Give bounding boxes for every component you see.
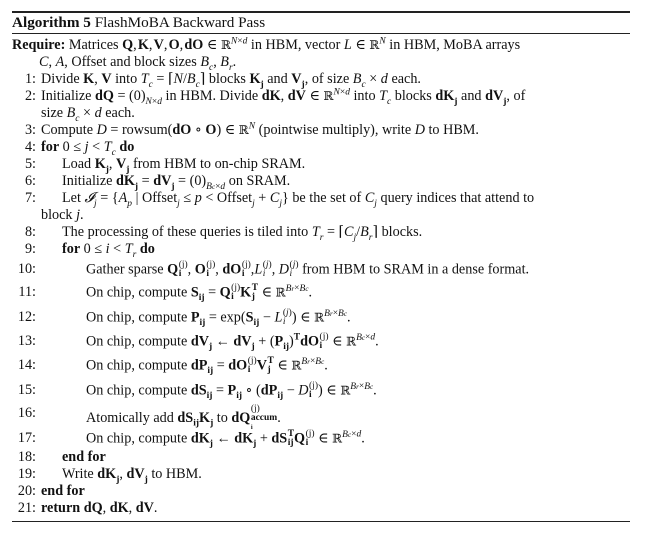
line-number: 7: <box>24 190 36 206</box>
require-line: Require: Matrices Q, K, V, O, dO ∈ ℝ$^{N\times d}$ in HBM, vector L ∈ ℝ$^N$ in HBM, MoBA arrays <box>12 36 521 53</box>
text: into <box>115 71 138 87</box>
text: On chip, compute <box>86 333 188 350</box>
text: on SRAM. <box>228 173 291 189</box>
keyword-end-for: end for <box>62 449 106 465</box>
text: to HBM. <box>151 466 202 482</box>
line-number: 10: <box>17 261 36 277</box>
text: accum <box>250 413 278 423</box>
title-rule <box>12 33 630 34</box>
text: Initialize <box>41 88 92 104</box>
line-number: 3: <box>24 122 36 138</box>
line-number: 6: <box>24 173 36 189</box>
text: size <box>41 105 64 121</box>
text: Initialize <box>62 173 113 189</box>
bottom-rule <box>12 521 630 522</box>
text: Atomically add <box>86 409 174 426</box>
text: in HBM. Divide <box>165 88 259 104</box>
text: into <box>353 88 376 104</box>
require-continuation: C, A, Offset and block sizes $B_c$, $B_r$. <box>39 54 237 73</box>
text: blocks <box>394 88 432 104</box>
line-number: 2: <box>24 88 36 104</box>
text: Write <box>62 466 94 482</box>
top-rule <box>12 11 630 13</box>
text: Matrices <box>68 37 119 53</box>
text: Offset <box>216 190 253 206</box>
algorithm-line-7-continuation: block j. <box>41 207 84 223</box>
text: rowsum <box>121 122 168 138</box>
text: query indices that attend to <box>380 190 535 206</box>
line-number: 5: <box>24 156 36 172</box>
line-number: 13: <box>17 333 36 349</box>
text: to HBM. <box>428 122 479 138</box>
text: On chip, compute <box>86 284 188 301</box>
text: (pointwise multiply), write <box>258 122 412 138</box>
text: exp <box>220 309 241 326</box>
algorithm-title: FlashMoBA Backward Pass <box>94 14 266 31</box>
keyword-end-for: end for <box>41 483 85 499</box>
line-number: 4: <box>24 139 36 155</box>
keyword-return: return <box>41 500 81 516</box>
text: to <box>216 409 228 426</box>
text: in HBM, vector <box>250 37 341 53</box>
keyword-for: for <box>62 241 81 257</box>
text: On chip, compute <box>86 382 188 399</box>
text: On chip, compute <box>86 357 188 374</box>
text: The processing of these queries is tiled into <box>62 224 309 240</box>
algorithm-label: Algorithm 5 <box>12 14 91 31</box>
line-number: 17: <box>17 430 36 446</box>
text: and <box>461 88 482 104</box>
line-number: 15: <box>17 382 36 398</box>
line-number: 8: <box>24 224 36 240</box>
line-number: 16: <box>17 405 36 421</box>
text: in HBM, MoBA arrays <box>389 37 521 53</box>
keyword-for: for <box>41 139 60 155</box>
require-keyword: Require: <box>12 37 66 53</box>
text: Compute <box>41 122 94 138</box>
text: each. <box>391 71 421 87</box>
text: blocks <box>208 71 246 87</box>
algorithm-line-2-continuation: size $B_c \times d$ each. <box>41 105 135 124</box>
line-number: 21: <box>17 500 36 516</box>
text: Gather sparse <box>86 261 164 278</box>
text: blocks. <box>381 224 423 240</box>
line-number: 14: <box>17 357 36 373</box>
text: from HBM to on-chip SRAM. <box>132 156 306 172</box>
text: , of size <box>304 71 350 87</box>
text: Divide <box>41 71 80 87</box>
text: each. <box>105 105 135 121</box>
text: be the set of <box>292 190 362 206</box>
text: and <box>267 71 288 87</box>
text: from HBM to SRAM in a dense format. <box>302 261 530 278</box>
line-number: 9: <box>24 241 36 257</box>
text: block <box>41 207 73 223</box>
text: , of <box>506 88 526 104</box>
algorithm-caption <box>12 14 265 32</box>
line-number: 12: <box>17 309 36 325</box>
line-number: 11: <box>18 284 36 300</box>
text: On chip, compute <box>86 309 188 326</box>
line-number: 19: <box>17 466 36 482</box>
text: On chip, compute <box>86 430 188 447</box>
keyword-do: do <box>139 241 155 257</box>
text: Let <box>62 190 81 206</box>
text: Load <box>62 156 92 172</box>
line-number: 18: <box>17 449 36 465</box>
line-number: 20: <box>17 483 36 499</box>
text: Offset <box>141 190 178 206</box>
text: Offset and block sizes <box>71 54 197 70</box>
line-number: 1: <box>24 71 36 87</box>
keyword-do: do <box>119 139 135 155</box>
